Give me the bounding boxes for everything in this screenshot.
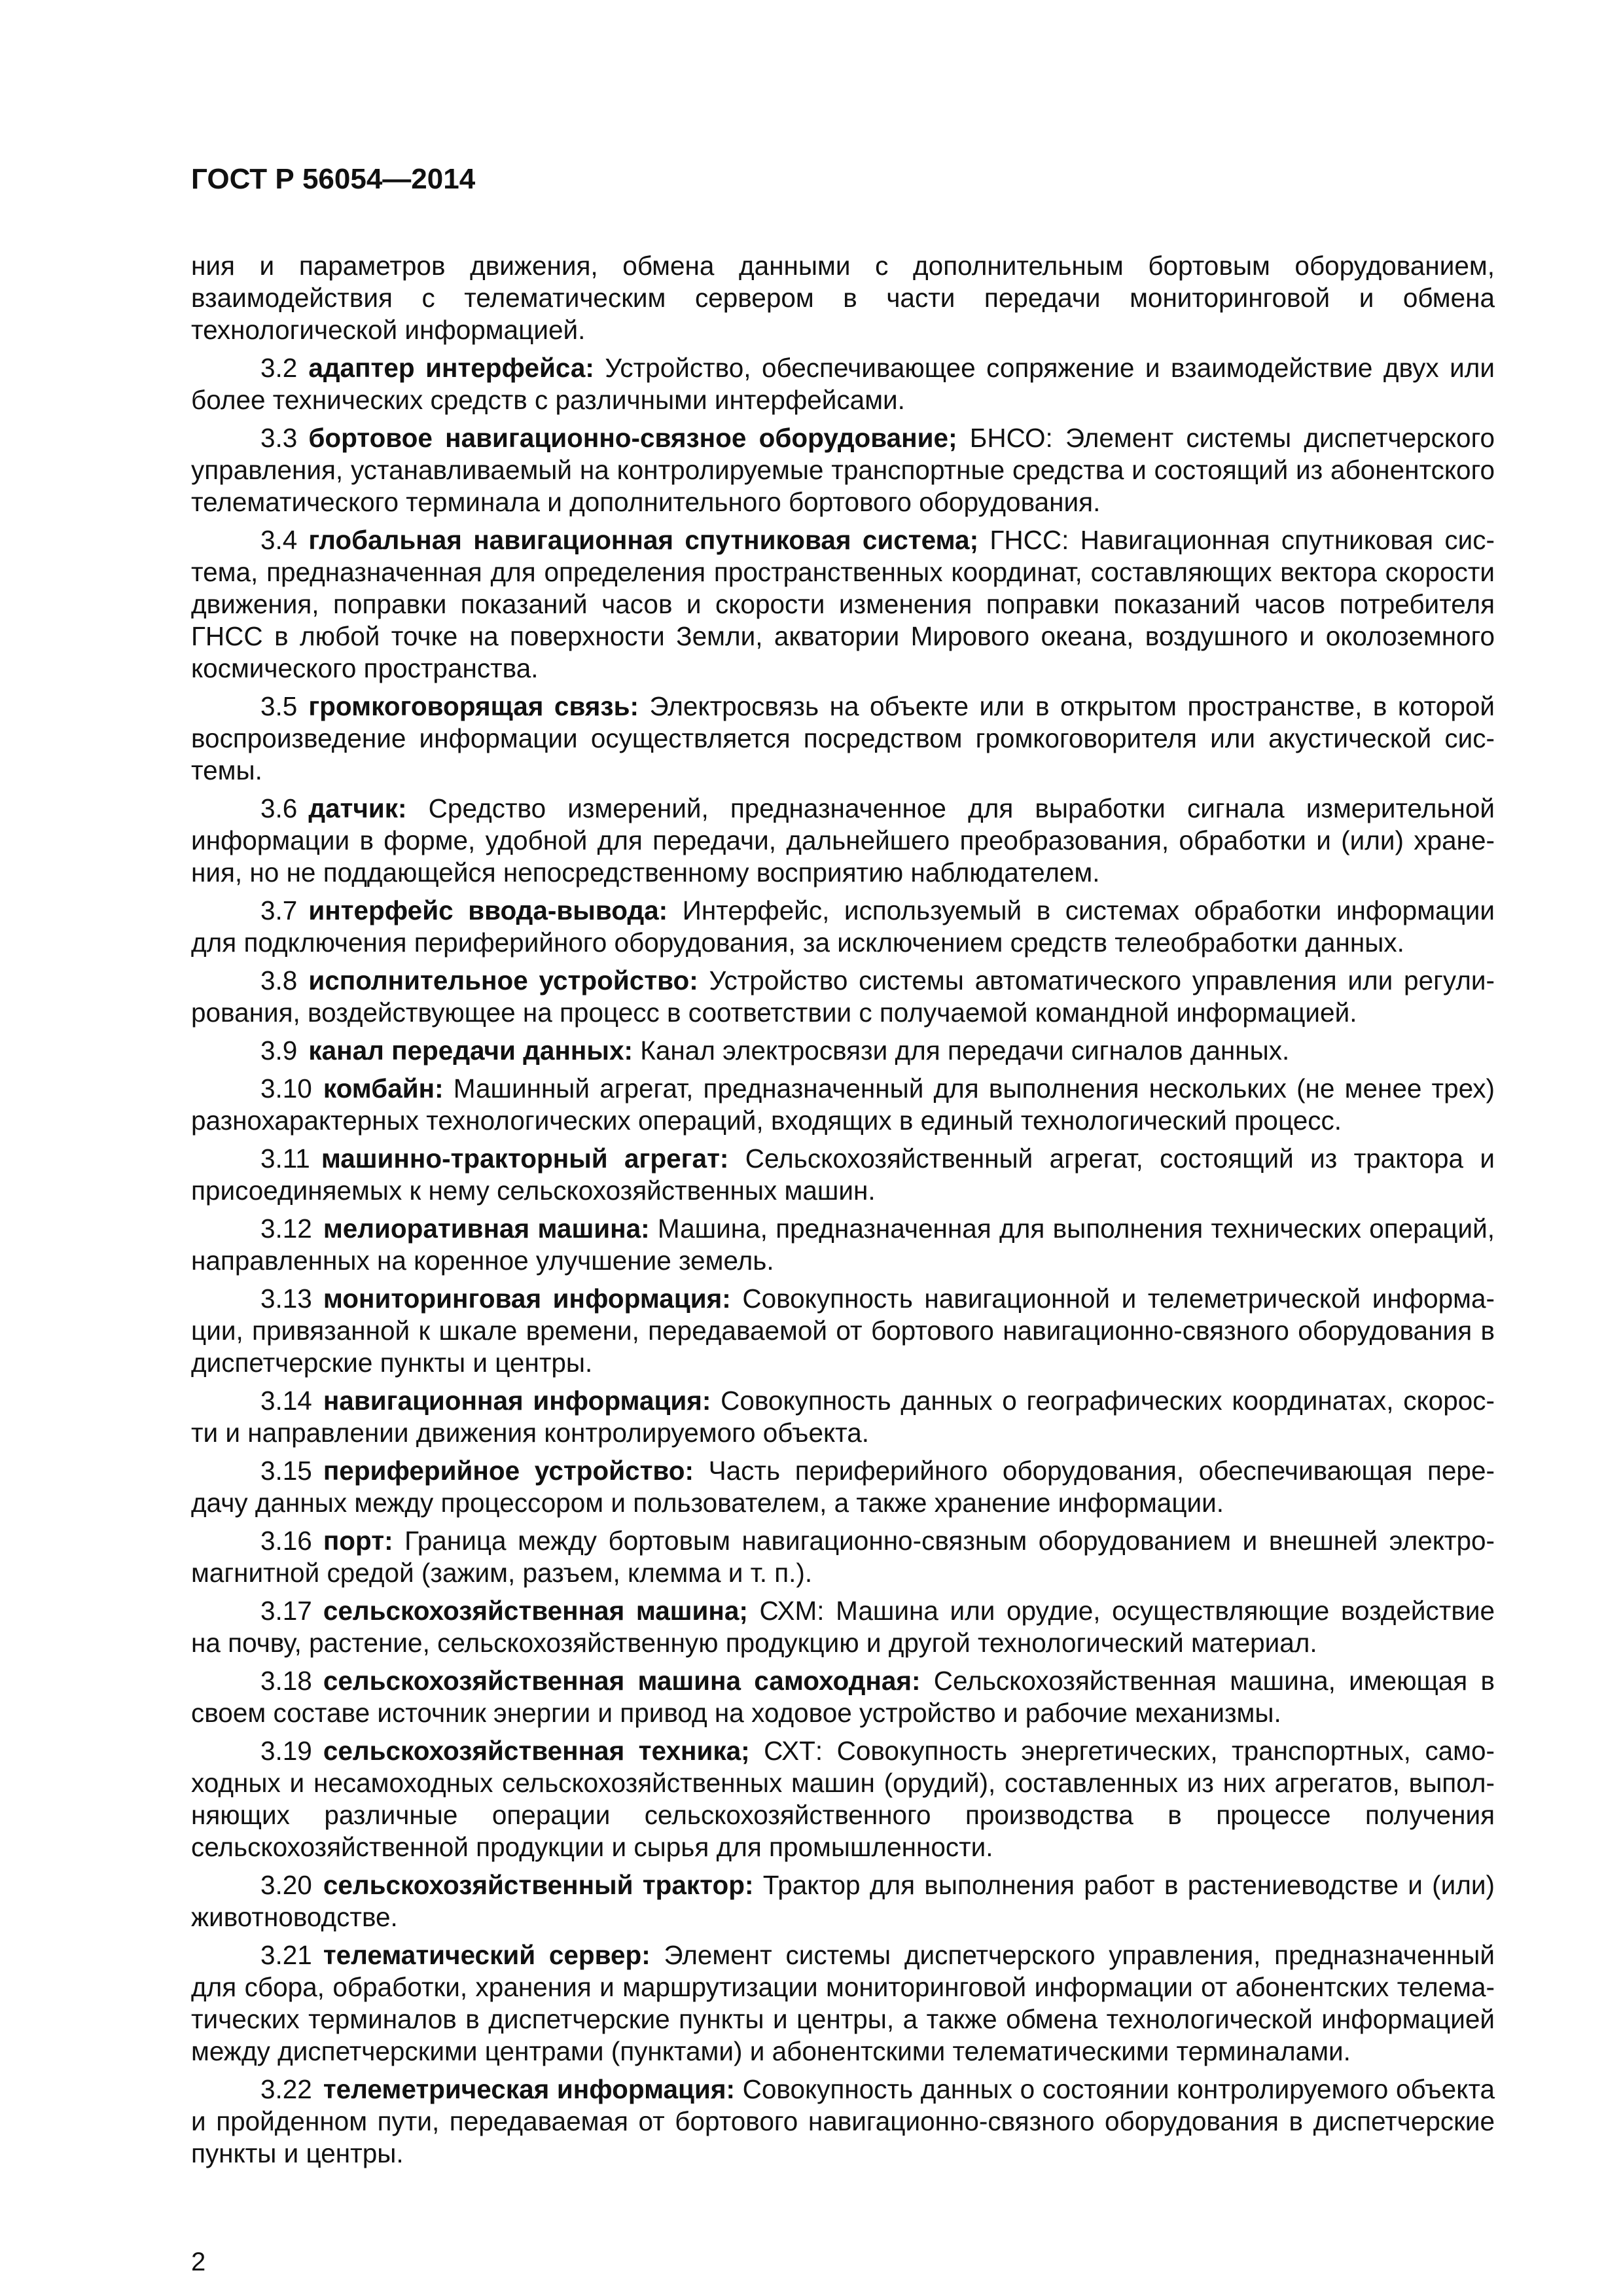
term-number: 3.11: [260, 1143, 310, 1174]
term-entry: [191, 422, 1495, 518]
term-entry: [191, 1869, 1495, 1933]
term-definition: Элемент системы диспетчерского управления, предназначенный для сбора, обработки, хранения и маршрутизации мониторинговой информации от абонентских телематических терминалов в диспетчерские пункты и центры, а также обмена технологической информацией между диспетчерскими центрами (пунктами) и абонентскими телематическими терминалами.: [191, 1940, 1495, 2066]
term-entry: [191, 1735, 1495, 1863]
term-entry: [191, 1143, 1495, 1207]
term-number: 3.16: [260, 1526, 312, 1556]
term-entry: [191, 965, 1495, 1029]
term-name: сельскохозяйственная машина;: [323, 1596, 748, 1626]
term-name: мониторинговая информация:: [323, 1283, 731, 1314]
term-name: датчик:: [308, 793, 407, 823]
term-name: телеметрическая информация:: [323, 2074, 735, 2104]
term-entry: [191, 1213, 1495, 1277]
term-definition: Интерфейс, используемый в системах обработки информации для подключения периферийного оборудования, за исключением средств телеобработки данных.: [191, 895, 1495, 958]
term-definition: Средство измерений, предназначенное для выработки сигнала измерительной информации в форме, удобной для передачи, дальнейшего преобразования, обработки и (или) хранения, но не поддающейся непосредственному восприятию наблюдателем.: [191, 793, 1495, 888]
term-number: 3.19: [260, 1736, 312, 1766]
term-definition: Машина, предназначенная для выполнения технических операций, направленных на коренное улучшение земель.: [191, 1213, 1495, 1276]
term-number: 3.6: [260, 793, 298, 823]
term-definition: Канал электросвязи для передачи сигналов данных.: [632, 1035, 1290, 1066]
term-entry: [191, 1939, 1495, 2068]
term-entry: [191, 793, 1495, 889]
term-number: 3.5: [260, 691, 298, 721]
term-number: 3.9: [260, 1035, 298, 1066]
term-number: 3.22: [260, 2074, 312, 2104]
term-number: 3.10: [260, 1073, 312, 1103]
term-definition: СХМ: Машина или орудие, осуществляющие воздействие на почву, растение, сельскохозяйственную продукцию и другой технологический материал.: [191, 1596, 1495, 1658]
term-number: 3.18: [260, 1666, 312, 1696]
term-number: 3.21: [260, 1940, 312, 1970]
term-entry: [191, 1595, 1495, 1659]
term-definition: Электросвязь на объекте или в открытом пространстве, в которой воспроизведение информации осуществляется посредством громкоговорителя или акустической системы.: [191, 691, 1495, 785]
term-definition: Сельскохозяйственная машина, имеющая в своем составе источник энергии и привод на ходовое устройство и рабочие механизмы.: [191, 1666, 1495, 1728]
term-entry: [191, 1455, 1495, 1519]
term-entry: [191, 352, 1495, 416]
term-number: 3.7: [260, 895, 298, 925]
term-definition: СХТ: Совокупность энергетических, транспортных, самоходных и несамоходных сельскохозяйственных машин (орудий), составленных из них агрегатов, выполняющих различные операции сельскохозяйственного производства в процессе получения сельскохозяйственной продукции и сырья для промышленности.: [191, 1736, 1495, 1862]
term-entry: [191, 1525, 1495, 1589]
term-name: канал передачи данных:: [308, 1035, 633, 1066]
term-definition: Часть периферийного оборудования, обеспечивающая передачу данных между процессором и пользователем, а также хранение информации.: [191, 1456, 1495, 1518]
term-definition: Сельскохозяйственный агрегат, состоящий из трактора и присоединяемых к нему сельскохозяйственных машин.: [191, 1143, 1495, 1206]
term-name: комбайн:: [323, 1073, 444, 1103]
term-definition: Граница между бортовым навигационно-связным оборудованием и внешней электромагнитной средой (зажим, разъем, клемма и т. п.).: [191, 1526, 1495, 1588]
term-definition: Совокупность данных о географических координатах, скорости и направлении движения контролируемого объекта.: [191, 1386, 1495, 1448]
term-name: мелиоративная машина:: [323, 1213, 650, 1244]
term-number: 3.12: [260, 1213, 312, 1244]
term-name: сельскохозяйственный трактор:: [323, 1870, 754, 1900]
term-number: 3.2: [260, 353, 298, 383]
term-number: 3.17: [260, 1596, 312, 1626]
term-name: адаптер интерфейса:: [308, 353, 594, 383]
term-name: громкоговорящая связь:: [308, 691, 639, 721]
term-definition: Трактор для выполнения работ в растениеводстве и (или) животноводстве.: [191, 1870, 1495, 1932]
term-entry: [191, 1283, 1495, 1379]
term-number: 3.13: [260, 1283, 312, 1314]
term-name: телематический сервер:: [323, 1940, 651, 1970]
term-number: 3.15: [260, 1456, 312, 1486]
term-entry: [191, 1073, 1495, 1137]
term-entry: [191, 2073, 1495, 2170]
term-definition: Устройство, обеспечивающее сопряжение и взаимодействие двух или более технических средств с различными интерфейсами.: [191, 353, 1495, 415]
term-name: исполнительное устройство:: [308, 965, 698, 996]
term-definition: Устройство системы автоматического управления или регулирования, воздействующее на процесс в соответствии с получаемой командной информацией.: [191, 965, 1495, 1028]
term-name: навигационная информация:: [323, 1386, 711, 1416]
term-entry: [191, 1385, 1495, 1449]
term-entry: [191, 691, 1495, 787]
term-name: порт:: [323, 1526, 393, 1556]
term-definition: БНСО: Элемент системы диспетчерского управления, устанавливаемый на контролируемые транспортные средства и состоящий из абонентского телематического терминала и дополнительного бортового оборудования.: [191, 423, 1495, 517]
term-number: 3.8: [260, 965, 298, 996]
term-entry: [191, 1665, 1495, 1729]
term-number: 3.20: [260, 1870, 312, 1900]
term-name: сельскохозяйственная техника;: [323, 1736, 750, 1766]
term-number: 3.4: [260, 525, 298, 555]
term-definition: Машинный агрегат, предназначенный для выполнения нескольких (не менее трех) разнохарактерных технологических операций, входящих в единый технологический процесс.: [191, 1073, 1495, 1136]
term-name: сельскохозяйственная машина самоходная:: [323, 1666, 921, 1696]
term-number: 3.14: [260, 1386, 312, 1416]
document-code-header: ГОСТ Р 56054—2014: [191, 163, 476, 195]
term-number: 3.3: [260, 423, 298, 453]
document-page: [191, 162, 1495, 2276]
term-name: глобальная навигационная спутниковая система;: [308, 525, 979, 555]
term-name: интерфейс ввода-вывода:: [308, 895, 668, 925]
term-entry: [191, 524, 1495, 685]
term-definition: Совокупность данных о состоянии контролируемого объекта и пройденном пути, передаваемая от бортового навигационно-связного оборудования в диспетчерские пункты и центры.: [191, 2074, 1495, 2168]
term-name: машинно-тракторный агрегат:: [321, 1143, 729, 1174]
term-entry: [191, 1035, 1495, 1067]
intro-paragraph-fragment: ния и параметров движения, обмена данными с дополнительным бортовым оборудованием, взаимодействия с телематическим сервером в части передачи мониторинговой и обмена технологической информацией.: [191, 251, 1495, 345]
term-definition: ГНСС: Навигационная спутниковая система, предназначенная для определения пространственных координат, составляющих вектора скорости движения, поправки показаний часов и скорости изменения поправки показаний часов потребителя ГНСС в любой точке на поверхности Земли, акватории Мирового океана, воздушного и околоземного космического пространства.: [191, 525, 1495, 683]
term-name: периферийное устройство:: [323, 1456, 694, 1486]
term-entry: [191, 895, 1495, 959]
page-number: 2: [191, 2248, 206, 2276]
term-definition: Совокупность навигационной и телеметрической информации, привязанной к шкале времени, передаваемой от бортового навигационно-связного оборудования в диспетчерские пункты и центры.: [191, 1283, 1495, 1378]
terms-definitions-list: [191, 352, 1495, 2170]
term-name: бортовое навигационно-связное оборудование;: [308, 423, 957, 453]
